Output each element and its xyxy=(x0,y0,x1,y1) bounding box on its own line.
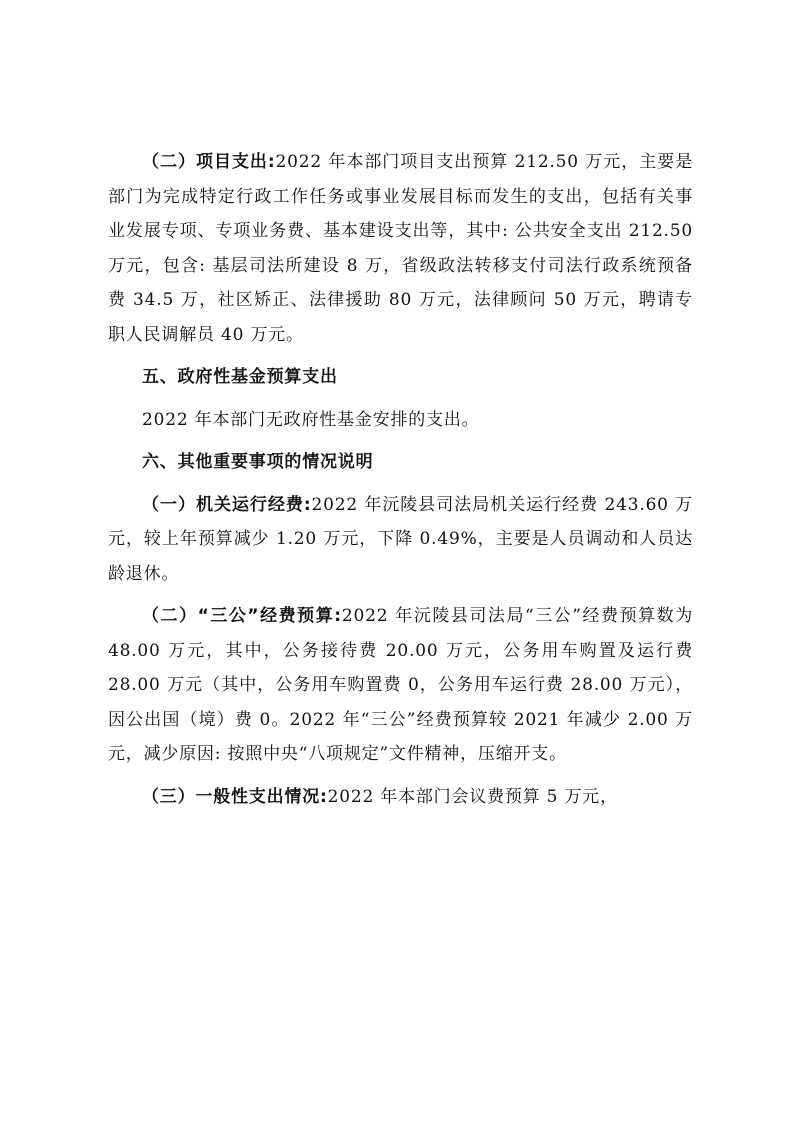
section-heading-government-fund: 五、政府性基金预算支出 xyxy=(142,367,338,387)
paragraph-text: 2022 年本部门无政府性基金安排的支出。 xyxy=(142,409,480,430)
paragraph-lead: （二）“三公”经费预算: xyxy=(142,606,342,626)
paragraph-text: 2022 年本部门项目支出预算 212.50 万元，主要是部门为完成特定行政工作任务或事业发展目标而发生的支出，包括有关事业发展专项、专项业务费、基本建设支出等，其中: 公共安全支出 212.50 万元，包含: 基层司法所建设 8 万，省级政法转移支付司法行政系统预备费 34.5 万，社区矫正、法律援助 80 万元，法律顾问 50 万元，聘请专职人民调解员 40 万元。 xyxy=(108,152,693,345)
paragraph-lead: （二）项目支出: xyxy=(142,152,276,172)
paragraph-lead: （一）机关运行经费: xyxy=(142,494,312,515)
paragraph-text: 2022 年沅陵县司法局机关运行经费 243.60 万元，较上年预算减少 1.20 万元，下降 0.49%，主要是人员调动和人员达龄退休。 xyxy=(108,494,693,584)
paragraph-operating-costs xyxy=(108,488,693,592)
document-body xyxy=(108,145,693,822)
paragraph-project-expenditure xyxy=(108,145,693,352)
paragraph-three-public-expenses xyxy=(108,599,693,772)
section-heading-other-matters: 六、其他重要事项的情况说明 xyxy=(142,452,374,472)
paragraph-text: 2022 年沅陵县司法局“三公”经费预算数为 48.00 万元，其中，公务接待费 20.00 万元，公务用车购置及运行费 28.00 万元（其中，公务用车购置费 0，公务用车运行费 28.00 万元），因公出国（境）费 0。2022 年“三公”经费预算较 2021 年减少 2.00 万元，减少原因: 按照中央“八项规定”文件精神，压缩开支。 xyxy=(108,606,693,764)
paragraph-text: 2022 年本部门会议费预算 5 万元， xyxy=(327,786,618,807)
paragraph-lead: （三）一般性支出情况: xyxy=(142,786,328,807)
paragraph-fund xyxy=(108,403,693,438)
paragraph-general-expenditure xyxy=(108,780,693,815)
